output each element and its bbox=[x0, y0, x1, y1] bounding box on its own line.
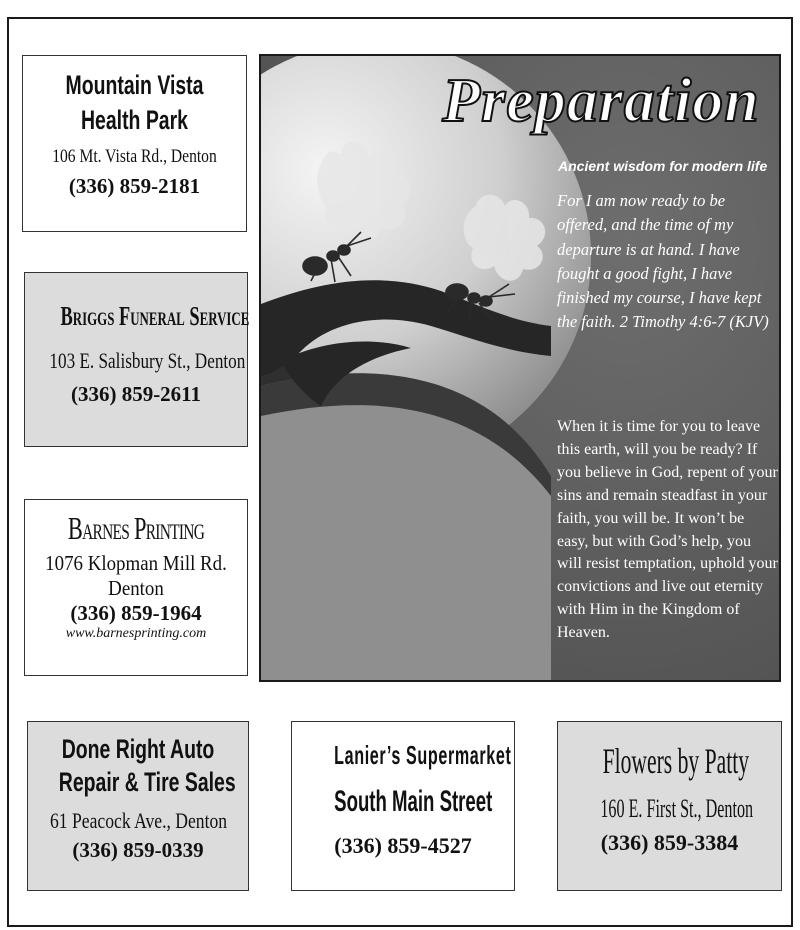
ad-name: Barnes Printing bbox=[67, 510, 205, 546]
ad-name: Flowers by Patty bbox=[602, 741, 750, 781]
ad-briggs-funeral bbox=[24, 272, 248, 447]
ad-phone: (336) 859-1964 bbox=[70, 601, 202, 625]
ad-mountain-vista bbox=[22, 55, 247, 232]
ad-name-line1: Done Right Auto bbox=[61, 734, 215, 764]
ad-phone: (336) 859-0339 bbox=[72, 838, 204, 862]
feature-body: When it is time for you to leave this earth, will you be ready? If you believe in God, repent of your sins and remain steadfast in your faith, you will be. It won’t be easy, but with God’s help, you will resist temptation, uphold your convictions and live out eternity with Him in the Kingdom of Heaven. bbox=[557, 418, 778, 642]
ad-address: 106 Mt. Vista Rd., Denton bbox=[52, 146, 217, 167]
ad-phone: (336) 859-3384 bbox=[600, 830, 739, 855]
feature-subtitle: Ancient wisdom for modern life bbox=[558, 158, 768, 174]
ad-phone: (336) 859-4527 bbox=[334, 833, 472, 858]
ad-address: 61 Peacock Ave., Denton bbox=[50, 808, 228, 833]
ad-address: 103 E. Salisbury St., Denton bbox=[49, 348, 246, 373]
ad-name: Briggs Funeral Service bbox=[60, 301, 250, 331]
ad-address-line1: 1076 Klopman Mill Rd. bbox=[45, 551, 227, 575]
ad-name-line1: Mountain Vista bbox=[65, 70, 204, 100]
ad-address-line2: Denton bbox=[108, 576, 164, 600]
ad-name-line2: Health Park bbox=[81, 105, 188, 135]
ad-name-line2: South Main Street bbox=[334, 785, 493, 818]
feature-panel bbox=[259, 54, 781, 682]
ad-done-right-auto bbox=[27, 721, 249, 891]
ad-phone: (336) 859-2611 bbox=[70, 382, 202, 406]
ad-website[interactable]: www.barnesprinting.com bbox=[65, 626, 207, 641]
ad-phone: (336) 859-2181 bbox=[68, 174, 201, 198]
ad-flowers-by-patty bbox=[557, 721, 782, 891]
ad-laniers-supermarket bbox=[291, 721, 515, 891]
ad-address: 160 E. First St., Denton bbox=[600, 794, 754, 823]
ad-name-line1: Lanier’s Supermarket bbox=[334, 740, 512, 770]
ad-name-line2: Repair & Tire Sales bbox=[58, 767, 236, 797]
feature-title: Preparation bbox=[442, 67, 760, 135]
feature-verse: For I am now ready to be offered, and the time of my departure is at hand. I have fought a good fight, I have finished my course, I have kept the faith. 2 Timothy 4:6-7 (KJV) bbox=[557, 191, 769, 332]
ad-barnes-printing bbox=[24, 499, 248, 676]
